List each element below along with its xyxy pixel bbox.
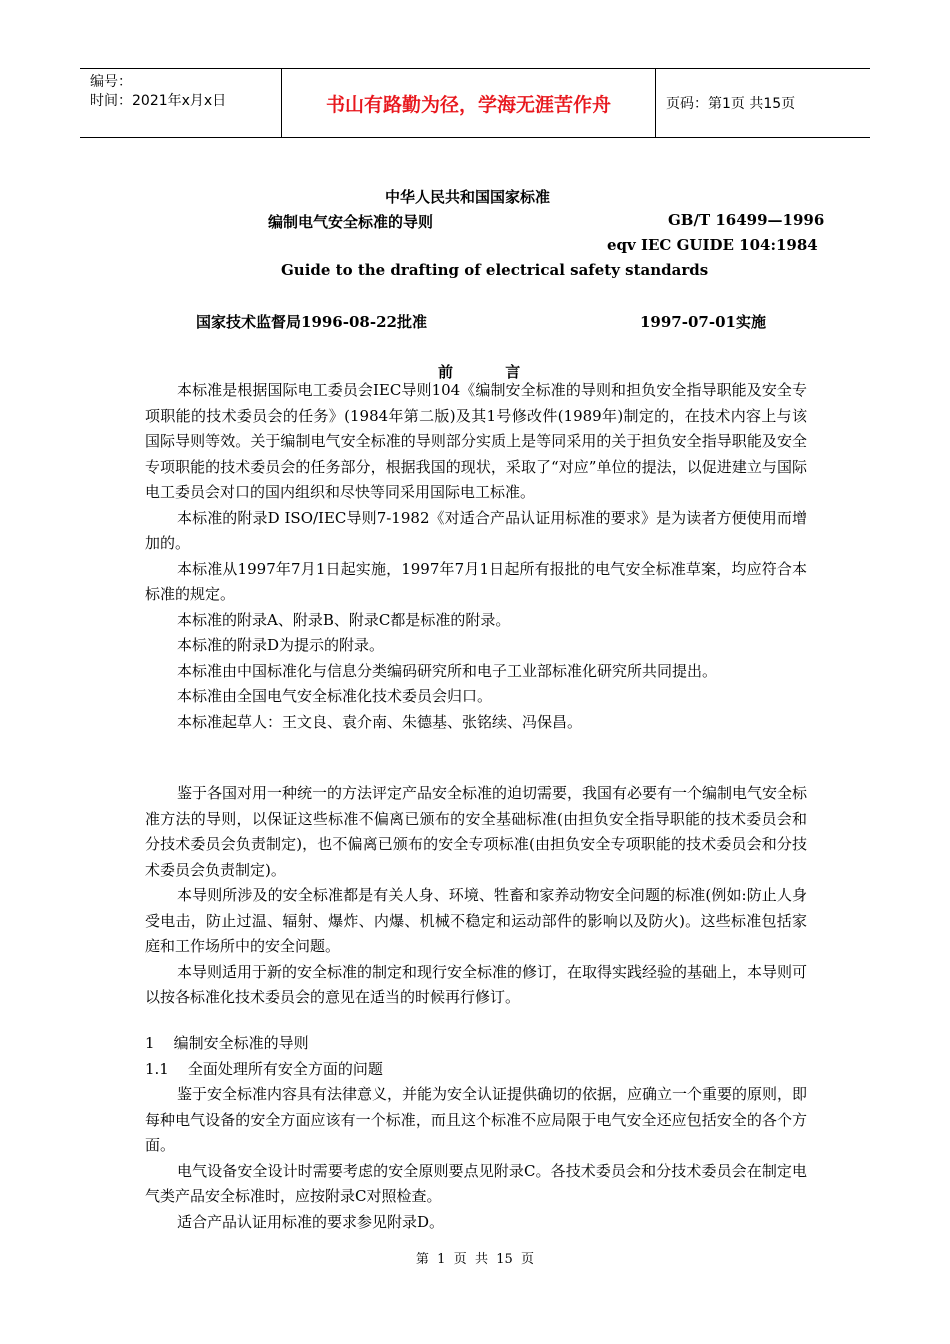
section-paragraph: 电气设备安全设计时需要考虑的安全原则要点见附录C。各技术委员会和分技术委员会在制定电气类产品安全标准时，应按附录C对照检查。	[145, 1161, 807, 1205]
time-label: 时间：2021年x月x日	[90, 93, 227, 109]
approval-info: 国家技术监督局1996-08-22批准	[196, 313, 427, 331]
introduction-body	[145, 781, 807, 1011]
section-heading: 1 编制安全标准的导则	[145, 1034, 309, 1052]
standard-code: GB/T 16499—1996	[668, 211, 825, 229]
header-meta	[80, 69, 282, 137]
implementation-date: 1997-07-01实施	[640, 313, 766, 331]
header-page-info: 页码：第1页 共15页	[666, 96, 796, 112]
standard-name: 编制电气安全标准的导则	[268, 213, 434, 231]
foreword-paragraph: 本标准由中国标准化与信息分类编码研究所和电子工业部标准化研究所共同提出。	[177, 661, 718, 680]
foreword-paragraph: 本标准的附录D ISO/IEC导则7-1982《对适合产品认证用标准的要求》是为读者方便使用而增加的。	[145, 508, 807, 552]
section-1	[145, 1031, 807, 1235]
foreword-paragraph: 本标准的附录D为提示的附录。	[177, 636, 385, 654]
subsection-heading: 1.1 全面处理所有安全方面的问题	[145, 1059, 383, 1078]
standard-equivalent: eqv IEC GUIDE 104:1984	[607, 236, 818, 254]
foreword-paragraph: 本标准的附录A、附录B、附录C都是标准的附录。	[177, 610, 511, 629]
english-title: Guide to the drafting of electrical safety standards	[281, 261, 709, 279]
foreword-body	[145, 378, 807, 735]
intro-paragraph: 鉴于各国对用一种统一的方法评定产品安全标准的迫切需要，我国有必要有一个编制电气安全标准方法的导则，以保证这些标准不偏离已颁布的安全基础标准(由担负安全指导职能的技术委员会和分技术委员会负责制定)，也不偏离已颁布的安全专项标准(由担负安全专项职能的技术委员会和分技术委员会负责制定)。	[145, 784, 808, 879]
intro-paragraph: 本导则所涉及的安全标准都是有关人身、环境、牲畜和家养动物安全问题的标准(例如:防止人身受电击，防止过温、辐射、爆炸、内爆、机械不稳定和运动部件的影响以及防火)。这些标准包括家庭和工作场所中的安全问题。	[145, 886, 807, 955]
country-standard-title: 中华人民共和国国家标准	[385, 188, 551, 206]
section-paragraph: 适合产品认证用标准的要求参见附录D。	[177, 1212, 445, 1231]
section-paragraph: 鉴于安全标准内容具有法律意义，并能为安全认证提供确切的依据，应确立一个重要的原则，即每种电气设备的安全方面应该有一个标准，而且这个标准不应局限于电气安全还应包括安全的各个方面。	[145, 1085, 808, 1154]
page-footer: 第 1 页 共 15 页	[415, 1252, 535, 1267]
header-motto: 书山有路勤为径，学海无涯苦作舟	[282, 69, 656, 137]
foreword-heading: 前 言	[438, 363, 521, 381]
intro-paragraph: 本导则适用于新的安全标准的制定和现行安全标准的修订，在取得实践经验的基础上，本导则可以按各标准化技术委员会的意见在适当的时候再行修订。	[145, 962, 808, 1006]
foreword-paragraph: 本标准从1997年7月1日起实施，1997年7月1日起所有报批的电气安全标准草案，均应符合本标准的规定。	[145, 559, 807, 603]
foreword-paragraph: 本标准是根据国际电工委员会IEC导则104《编制安全标准的导则和担负安全指导职能及安全专项职能的技术委员会的任务》(1984年第二版)及其1号修改件(1989年)制定的，在技术内容上与该国际导则等效。关于编制电气安全标准的导则部分实质上是等同采用的关于担负安全指导职能及安全专项职能的技术委员会的任务部分，根据我国的现状，采取了“对应”单位的提法，以促进建立与国际电工委员会对口的国内组织和尽快等同采用国际电工标准。	[145, 381, 807, 501]
foreword-paragraph: 本标准由全国电气安全标准化技术委员会归口。	[177, 687, 493, 705]
number-label: 编号：	[90, 74, 132, 90]
foreword-paragraph: 本标准起草人：王文良、袁介南、朱德基、张铭续、冯保昌。	[177, 712, 583, 731]
page-header	[80, 68, 870, 138]
